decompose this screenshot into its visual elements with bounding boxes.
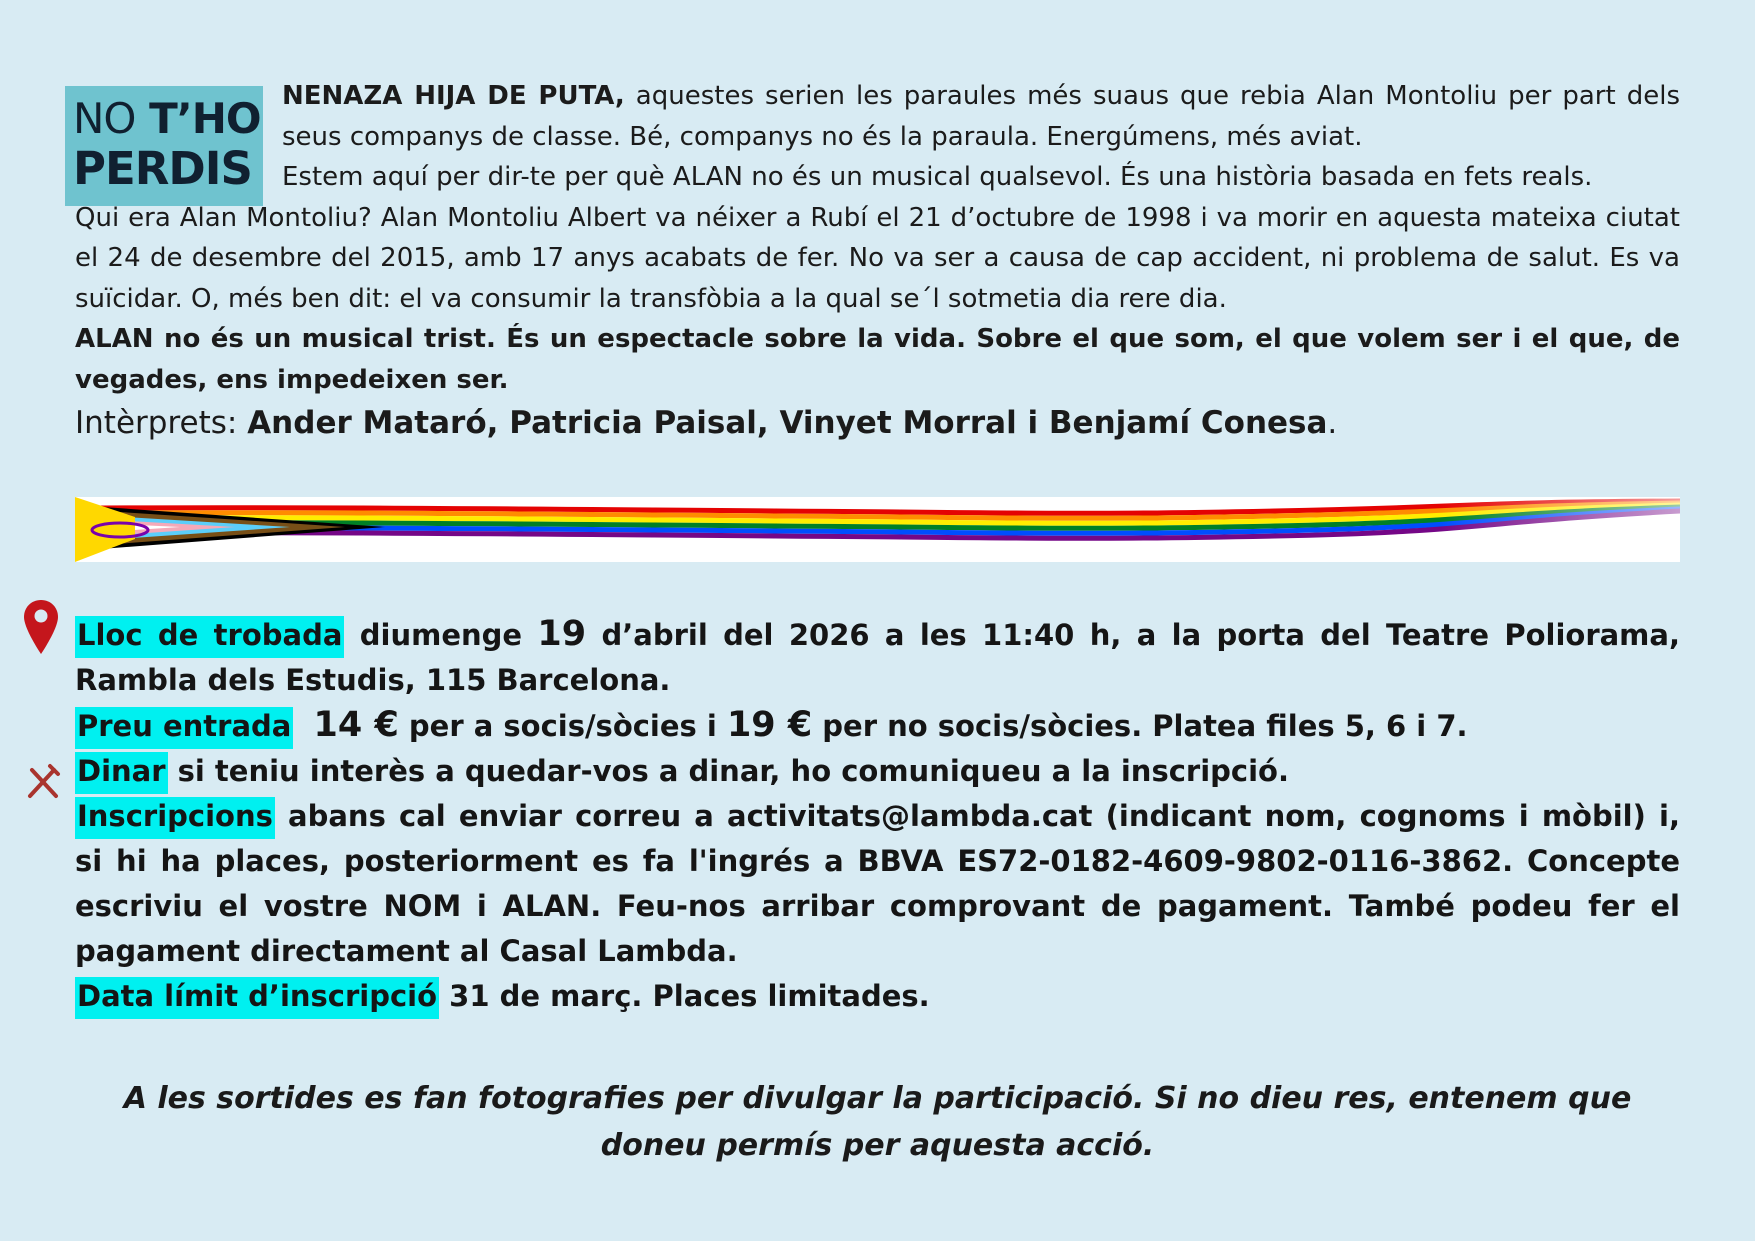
progress-pride-flag-icon (75, 497, 1680, 562)
logo-line2: PERDIS (73, 142, 252, 195)
ticket-price: Preu entrada 14 € per a socis/sòcies i 19 € per no socis/sòcies. Platea files 5, 6 i 7. (75, 703, 1680, 749)
registration-text: abans cal enviar correu a activitats@lambda.cat (indicant nom, cognoms i mòbil) i, si hi ha places, posteriorment es fa l'ingrés a BBVA ES72-0182-4609-9802-0116-3862. Concepte escriviu el vostre NOM i ALAN. Feu-nos arribar comprovant de pagament. També podeu fer el pagament directament al Casal Lambda. (75, 799, 1680, 968)
photo-notice: A les sortides es fan fotografies per divulgar la participació. Si no dieu res, entenem que doneu permís per aquesta acció. (123, 1081, 1632, 1163)
intro-paragraph-4: ALAN no és un musical trist. És un espectacle sobre la vida. Sobre el que som, el que volem ser i el que, de vegades, ens impedeixen ser. (75, 324, 1680, 395)
price-members: 14 € (313, 705, 399, 745)
registration-label: Inscripcions (75, 797, 275, 839)
lunch-label: Dinar (75, 752, 168, 794)
price-nonmembers: 19 € (726, 705, 813, 745)
deadline-label: Data límit d’inscripció (75, 977, 439, 1019)
logo-line1-b: T’HO (149, 94, 261, 143)
meeting-point: Lloc de trobada diumenge 19 d’abril del 2026 a les 11:40 h, a la porta del Teatre Poliorama, Rambla dels Estudis, 115 Barcelona. (75, 614, 1680, 697)
intro-text (75, 76, 1680, 446)
logo-line1-a: NO (73, 94, 136, 143)
lunch: Dinar si teniu interès a quedar-vos a dinar, ho comuniqueu a la inscripció. (75, 749, 1680, 794)
map-pin-icon (22, 598, 60, 656)
fork-knife-icon (24, 762, 62, 800)
interpreters-label: Intèrprets: (75, 405, 248, 441)
price-label: Preu entrada (75, 707, 293, 749)
intro-lead-rest: aquestes serien les paraules més suaus que rebia Alan Montoliu per part dels seus companys de classe. Bé, companys no és la paraula. Energúmens, més aviat. (282, 81, 1680, 152)
intro-paragraph-2: Estem aquí per dir-te per què ALAN no és un musical qualsevol. És una història basada en fets reals. (282, 162, 1593, 192)
meeting-day: 19 (537, 614, 587, 654)
intro-paragraph-1 (75, 76, 1680, 157)
event-info (75, 612, 1680, 1019)
pride-flag-banner (75, 497, 1680, 562)
intro-paragraph-3: Qui era Alan Montoliu? Alan Montoliu Albert va néixer a Rubí el 21 d’octubre de 1998 i va morir en aquesta mateixa ciutat el 24 de desembre del 2015, amb 17 anys acabats de fer. No va ser a causa de cap accident, ni problema de salut. Es va suïcidar. O, més ben dit: el va consumir la transfòbia a la qual se´l sotmetia dia rere dia. (75, 202, 1680, 314)
intro-lead-bold: NENAZA HIJA DE PUTA, (282, 81, 625, 111)
interpreters-names: Ander Mataró, Patricia Paisal, Vinyet Morral i Benjamí Conesa (247, 405, 1328, 441)
deadline: Data límit d’inscripció 31 de març. Places limitades. (75, 974, 1680, 1019)
meeting-label: Lloc de trobada (75, 616, 344, 658)
registration (75, 794, 1680, 974)
interpreters: Intèrprets: Ander Mataró, Patricia Paisal, Vinyet Morral i Benjamí Conesa. (75, 405, 1338, 441)
